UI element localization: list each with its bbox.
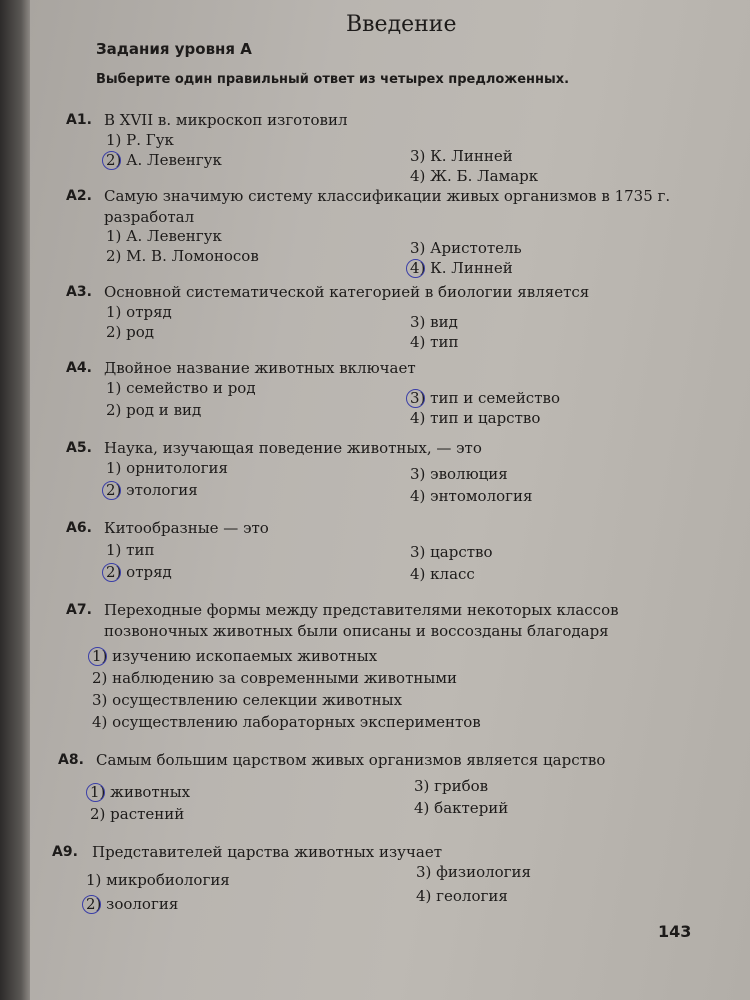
question-text: Самую значимую систему классификации живых организмов в 1735 г. разработал (104, 187, 671, 226)
pen-circle-mark (102, 563, 121, 582)
option-4: 4) тип (410, 333, 459, 351)
question-text: В XVII в. микроскоп изготовил (104, 111, 348, 129)
page-number: 143 (658, 922, 692, 941)
question-number: A5. (66, 440, 92, 456)
question-text: Китообразные — это (104, 519, 269, 537)
option-3: 3) осуществлению селекции животных (92, 691, 403, 709)
pen-circle-mark (406, 259, 425, 278)
option-1: 1) животных (90, 782, 190, 803)
question-text: Наука, изучающая поведение животных, — это (104, 439, 482, 457)
instruction: Выберите один правильный ответ из четырех предложенных. (96, 72, 570, 87)
option-2: 2) род и вид (106, 401, 202, 419)
textbook-page (30, 0, 750, 1000)
option-1: 1) микробиология (86, 871, 230, 889)
option-2: 2) наблюдению за современными животными (92, 669, 457, 687)
option-2: 2) растений (90, 805, 185, 823)
option-3: 3) К. Линней (410, 147, 513, 165)
question-number: A6. (66, 520, 92, 536)
level-title: Задания уровня А (96, 40, 252, 58)
option-4: 4) К. Линней (410, 258, 513, 279)
option-1: 1) изучению ископаемых животных (92, 646, 377, 667)
question-number: A3. (66, 284, 92, 300)
option-4: 4) осуществлению лабораторных экспериментов (92, 713, 481, 731)
pen-circle-mark (406, 389, 425, 408)
option-3: 3) тип и семейство (410, 388, 560, 409)
option-4: 4) бактерий (414, 799, 509, 817)
option-4: 4) геология (416, 887, 508, 905)
question-number: A7. (66, 602, 92, 618)
option-1: 1) тип (106, 541, 155, 559)
question-number: A1. (66, 112, 92, 128)
pen-circle-mark (102, 151, 121, 170)
question-number: A4. (66, 360, 92, 376)
pen-circle-mark (82, 895, 101, 914)
option-3: 3) эволюция (410, 465, 508, 483)
chapter-title: Введение (346, 12, 457, 37)
question-text: Двойное название животных включает (104, 359, 416, 377)
option-2: 2) М. В. Ломоносов (106, 247, 259, 265)
option-3: 3) вид (410, 313, 458, 331)
option-2: 2) этология (106, 480, 198, 501)
option-1: 1) отряд (106, 303, 172, 321)
option-4: 4) Ж. Б. Ламарк (410, 167, 539, 185)
option-1: 1) семейство и род (106, 379, 256, 397)
book-spine-shadow (0, 0, 30, 1000)
question-text: Самым большим царством живых организмов является царство (96, 751, 606, 769)
option-4: 4) тип и царство (410, 409, 541, 427)
question-text: Основной систематической категорией в биологии является (104, 283, 590, 301)
option-3: 3) физиология (416, 863, 531, 881)
option-1: 1) Р. Гук (106, 131, 174, 149)
option-2: 2) род (106, 323, 155, 341)
option-3: 3) Аристотель (410, 239, 522, 257)
question-number: A9. (52, 844, 78, 860)
question-text: Переходные формы между представителями некоторых классов позвоночных животных были описаны и воссозданы благодаря (104, 601, 619, 640)
option-2: 2) зоология (86, 894, 178, 915)
option-1: 1) орнитология (106, 459, 228, 477)
pen-circle-mark (102, 481, 121, 500)
question-text: Представителей царства животных изучает (92, 843, 443, 861)
option-3: 3) грибов (414, 777, 489, 795)
option-3: 3) царство (410, 543, 493, 561)
option-4: 4) класс (410, 565, 475, 583)
option-1: 1) А. Левенгук (106, 227, 222, 245)
pen-circle-mark (86, 783, 105, 802)
option-2: 2) А. Левенгук (106, 150, 222, 171)
option-2: 2) отряд (106, 562, 172, 583)
option-4: 4) энтомология (410, 487, 533, 505)
question-number: A8. (58, 752, 84, 768)
pen-circle-mark (88, 647, 107, 666)
question-number: A2. (66, 188, 92, 204)
